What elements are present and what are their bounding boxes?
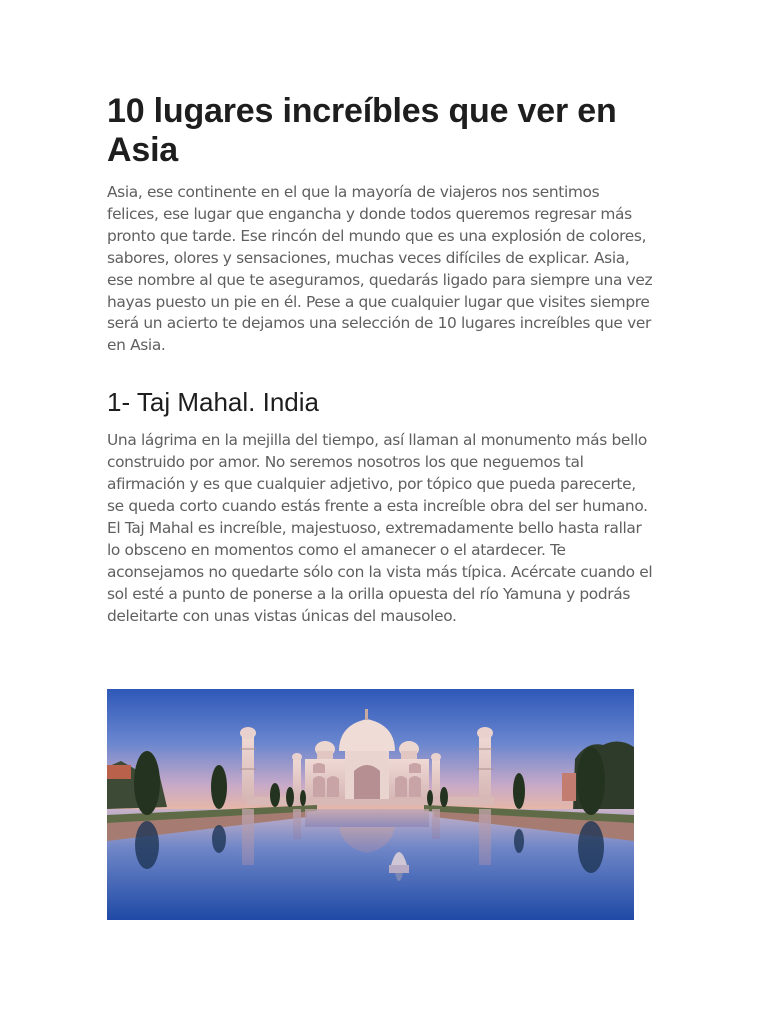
- article-title: 10 lugares increíbles que ver en Asia: [107, 92, 617, 169]
- section-text-taj-mahal: Una lágrima en la mejilla del tiempo, así llaman al monumento más bello construido por amor. No seremos nosotros los que neguemos tal afirmación y es que cualquier adjetivo, por tópico que pueda parecerte, se queda corto cuando estás frente a esta increíble obra del ser humano. El Taj Mahal es increíble, majestuoso, extremadamente bello hasta rallar lo obsceno en momentos como el amanecer o el atardecer. Te aconsejamos no quedarte sólo con la vista más típica. Acércate cuando el sol esté a punto de ponerse a la orilla opuesta del río Yamuna y podrás deleitarte con unas vistas únicas del mausoleo.: [107, 431, 653, 625]
- article: [107, 92, 655, 627]
- taj-mahal-photo: [107, 689, 634, 920]
- section-heading-taj-mahal: 1- Taj Mahal. India: [107, 387, 319, 418]
- intro-paragraph: Asia, ese continente en el que la mayoría de viajeros nos sentimos felices, ese lugar que engancha y donde todos queremos regresar más pronto que tarde. Ese rincón del mundo que es una explosión de colores, sabores, olores y sensaciones, muchas veces difíciles de explicar. Asia, ese nombre al que te aseguramos, quedarás ligado para siempre una vez hayas puesto un pie en él. Pese a que cualquier lugar que visites siempre será un acierto te dejamos una selección de 10 lugares increíbles que ver en Asia.: [107, 183, 653, 355]
